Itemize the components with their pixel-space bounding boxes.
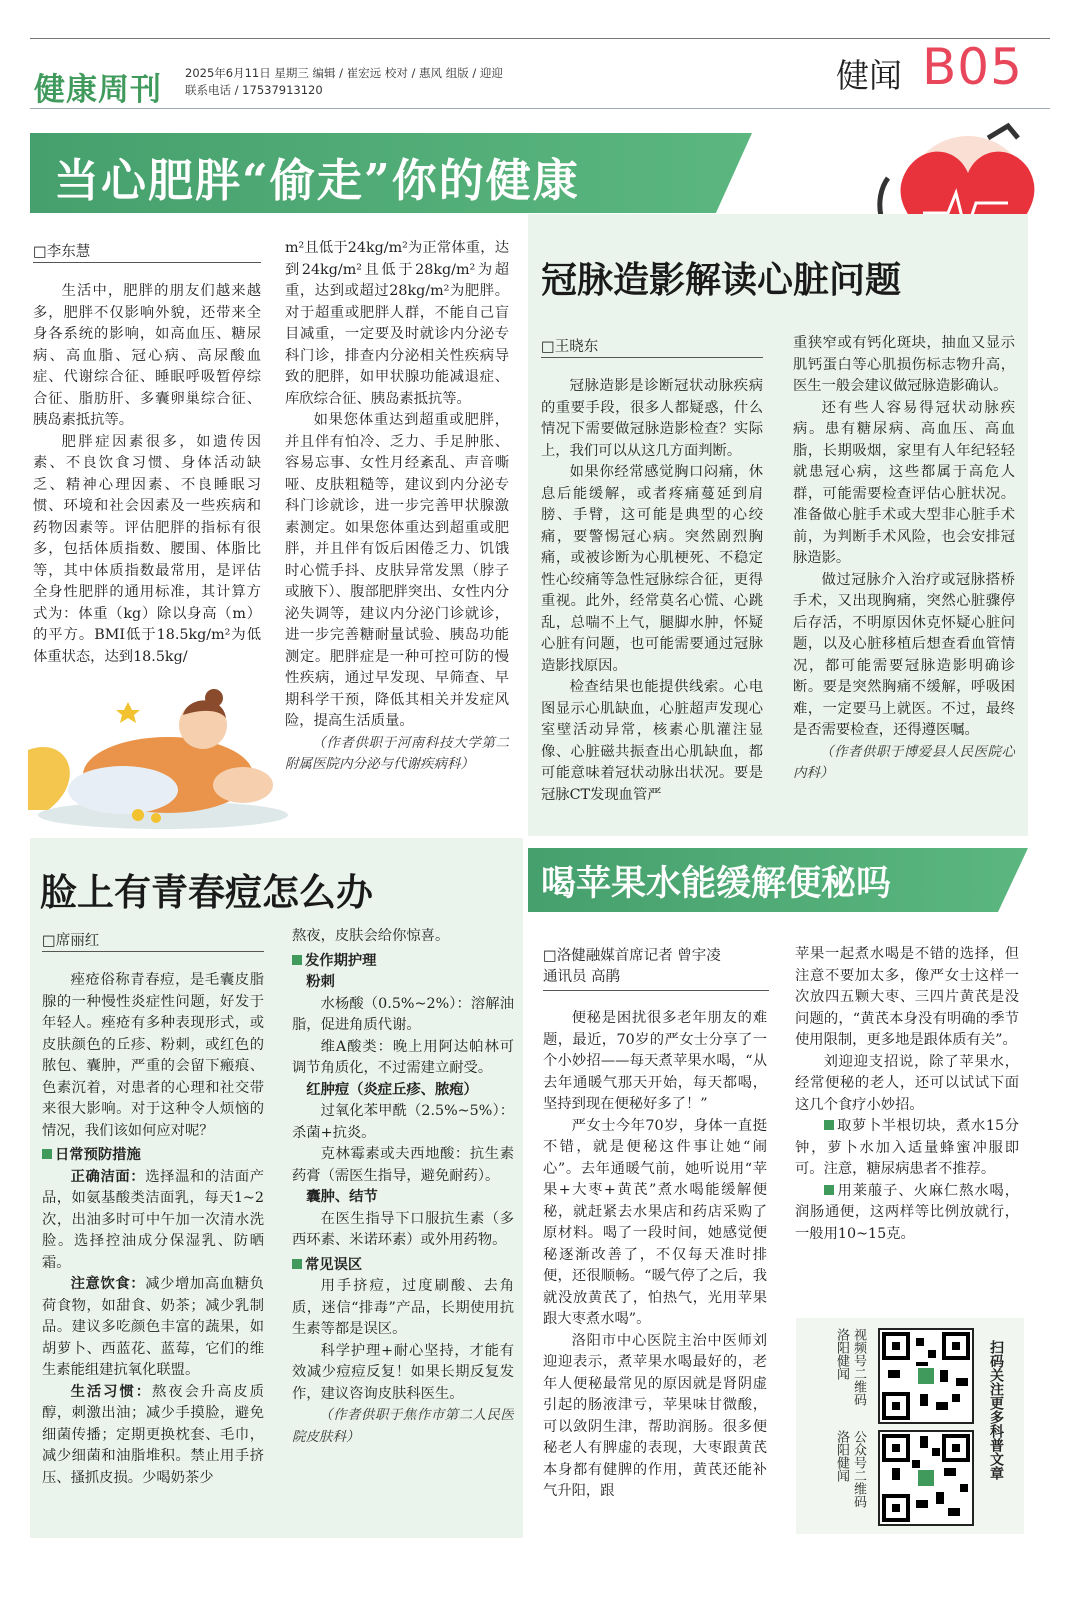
minor-subheading: 粉刺 [306, 974, 335, 990]
article4-byline-correspondent: 通讯员 高鹃 [543, 969, 621, 985]
square-bullet-icon [292, 1259, 302, 1269]
masthead-title: 健康周刊 [34, 72, 162, 108]
section-subheading [42, 1145, 264, 1167]
qr-video-label: 视频号二维码 [851, 1328, 866, 1406]
lead-label: 注意饮食： [70, 1276, 146, 1292]
lead-text: 熬夜会升高皮质醇，刺激出油；减少手摸脸，避免细菌传播；定期更换枕套、毛巾，减少细菌和油脂堆积。禁止用手挤压、搔抓皮损。少喝奶茶少 [42, 1383, 264, 1486]
article2-para: 冠脉造影是诊断冠状动脉疾病的重要手段，很多人都疑惑，什么情况下需要做冠脉造影检查？实际上，我们可以从这几方面判断。 [541, 378, 763, 459]
article2-author: （作者供职于博爱县人民医院心内科） [793, 743, 1015, 781]
paragraph: 苹果一起煮水喝是不错的选择，但注意不要加太多，像严女士这样一次放四五颗大枣、三四片黄芪是没问题的，“黄芪本身没有明确的季节使用限制，更多地是跟体质有关”。 [795, 946, 1019, 1048]
masthead-rule [30, 108, 1050, 109]
section-subheading-text: 常见误区 [305, 1256, 363, 1273]
article2-para: 重狭窄或有钙化斑块，抽血又显示肌钙蛋白等心肌损伤标志物升高，医生一般会建议做冠脉造影确认。 [793, 335, 1015, 394]
paragraph: 克林霉素或夫西地酸：抗生素药膏（需医生指导，避免耐药）。 [292, 1146, 514, 1184]
tip-paragraph [795, 1116, 1019, 1181]
article1-col1 [33, 281, 261, 671]
article1-para: 生活中，肥胖的朋友们越来越多，肥胖不仅影响外貌，还带来全身各系统的影响，如高血压、糖尿病、高血脂、冠心病、高尿酸血症、代谢综合征、睡眠呼吸暂停综合征、脂肪肝、多囊卵巢综合征、胰岛素抵抗等。 [33, 283, 261, 428]
paragraph: 水杨酸（0.5%~2%）：溶解油脂，促进角质代谢。 [292, 995, 514, 1033]
qr-call-to-action: 扫码关注更多科普文章 [988, 1340, 1004, 1480]
article4-col1 [543, 1008, 767, 1535]
qr-public-label: 公众号二维码 [851, 1430, 866, 1508]
lead-paragraph [42, 1274, 264, 1382]
lead-label: 生活习惯： [70, 1383, 153, 1400]
article1-author: （作者供职于河南科技大学第二附属医院内分泌与代谢疾病科） [285, 734, 509, 772]
qr-brand-2: 洛阳健闻 [834, 1430, 849, 1482]
article1-para: 如果您体重达到超重或肥胖，并且伴有怕冷、乏力、手足肿胀、容易忘事、女性月经紊乱、声音嘶哑、皮肤粗糙等，建议到内分泌专科门诊就诊，进一步完善甲状腺激素测定。如果您体重达到超重或肥胖，并且伴有饭后困倦乏力、饥饿时心慌手抖、皮肤异常发黑（脖子或腋下）、腹部肥胖突出、女性内分泌失调等，建议内分泌门诊就诊，进一步完善糖耐量试验、胰岛功能测定。肥胖症是一种可控可防的慢性疾病，通过早发现、早筛查、早期科学干预，降低其相关并发症风险，提高生活质量。 [285, 412, 509, 729]
minor-subheading: 囊肿、结节 [306, 1189, 378, 1205]
masthead-meta [185, 65, 503, 99]
paragraph: 痤疮俗称青春痘，是毛囊皮脂腺的一种慢性炎症性问题，好发于年轻人。痤疮有多种表现形式，或皮肤颜色的丘疹、粉刺，或红色的脓包、囊肿，严重的会留下瘢痕、色素沉着，对患者的心理和社交带来很大影响。对于这种令人烦恼的情况，我们该如何应对呢？ [42, 972, 264, 1139]
square-bullet-icon [292, 955, 302, 965]
page-number: B05 [922, 38, 1023, 96]
article2-col2 [793, 333, 1015, 831]
article4-para: 便秘是困扰很多老年朋友的难题，最近，70岁的严女士分享了一个小妙招——每天煮苹果水喝，“从去年通暖气那天开始，每天都喝，坚持到现在便秘好多了！” [543, 1010, 767, 1112]
square-bullet-icon [42, 1149, 52, 1159]
paragraph: 过氧化苯甲酰（2.5%~5%）：杀菌+抗炎。 [292, 1103, 514, 1141]
lead-text: 减少增加高血糖负荷食物，如甜食、奶茶；减少乳制品。建议多吃颜色丰富的蔬果，如胡萝卜、西蓝花、蓝莓，它们的维生素能组建抗氧化联盟。 [42, 1276, 264, 1378]
article4-byline [543, 946, 769, 988]
masthead-meta-line1: 2025年6月11日 星期三 编辑 / 崔宏远 校对 / 惠风 组版 / 迎迎 [185, 66, 503, 80]
public-account-qr-code[interactable] [878, 1430, 974, 1526]
article2-byline: □王晓东 [541, 339, 599, 355]
article2-para: 还有些人容易得冠状动脉疾病。患有糖尿病、高血压、高血脂，长期吸烟，家里有人年纪轻轻就患冠心病，这些都属于高危人群，可能需要检查评估心脏状况。准备做心脏手术或大型非心脏手术前，为判断手术风险，也会安排冠脉造影。 [793, 399, 1015, 566]
paragraph: 刘迎迎支招说，除了苹果水，经常便秘的老人，还可以试试下面这几个食疗小妙招。 [795, 1053, 1019, 1113]
lead-paragraph [42, 1382, 264, 1490]
article3-byline-rule [42, 951, 264, 952]
paragraph: 科学护理+耐心坚持，才能有效减少痘痘反复！如果长期反复发作，建议咨询皮肤科医生。 [292, 1342, 514, 1402]
article3-col2 [292, 926, 514, 1535]
qr-brand-1: 洛阳健闻 [834, 1328, 849, 1380]
lead-label: 正确洁面： [70, 1168, 146, 1185]
article2-para: 检查结果也能提供线索。心电图显示心肌缺血，心脏超声发现心室壁活动异常，核素心肌灌注显像、心脏磁共振查出心肌缺血，都可能意味着冠状动脉出状况。要是冠脉CT发现血管严 [541, 679, 763, 803]
paragraph: 在医生指导下口服抗生素（多西环素、米诺环素）或外用药物。 [292, 1210, 514, 1248]
top-rule [30, 38, 1050, 39]
tip-paragraph [795, 1181, 1019, 1246]
article4-col2 [795, 944, 1019, 1294]
article2-para: 如果你经常感觉胸口闷痛，休息后能缓解，或者疼痛蔓延到肩膀、手臂，这可能是典型的心绞痛，要警惕冠心病。突然剧烈胸痛，或被诊断为心肌梗死、不稳定性心绞痛等急性冠脉综合征，更得重视。此外，经常莫名心慌、心跳乱，总喘不上气，腿脚水肿，怀疑心脏有问题，也可能需要通过冠脉造影找原因。 [541, 464, 763, 674]
article1-byline: □李东慧 [33, 244, 91, 260]
author-note: （作者供职于焦作市第二人民医院皮肤科） [292, 1407, 514, 1445]
lead-paragraph [42, 1167, 264, 1275]
section-subheading [292, 1255, 514, 1277]
minor-subheading: 红肿痘（炎症丘疹、脓疱） [306, 1081, 478, 1098]
section-subheading-text: 发作期护理 [305, 952, 377, 969]
paragraph: 维A酸类：晚上用阿达帕林可调节角质化，不过需建立耐受。 [292, 1038, 514, 1076]
tip-text: 取萝卜半根切块，煮水15分钟，萝卜水加入适量蜂蜜冲服即可。注意，糖尿病患者不推荐。 [795, 1118, 1019, 1177]
section-name: 健闻 [836, 56, 902, 95]
article4-byline-reporter: □洛健融媒首席记者 曾宇凌 [543, 948, 721, 964]
tip-text: 用莱菔子、火麻仁熬水喝，润肠通便，这两样等比例放就行，一般用10~15克。 [795, 1182, 1019, 1242]
article4-headline: 喝苹果水能缓解便秘吗 [541, 863, 892, 904]
article1-col2 [285, 238, 509, 798]
article2-headline: 冠脉造影解读心脏问题 [541, 259, 902, 301]
square-bullet-icon [824, 1185, 834, 1195]
article1-byline-rule [33, 262, 261, 263]
section-subheading [292, 951, 514, 973]
qr-pattern-icon [880, 1330, 972, 1422]
article1-para: m²且低于24kg/m²为正常体重，达到24kg/m²且低于28kg/m²为超重，达到或超过28kg/m²为肥胖。对于超重或肥胖人群，不能自己盲目减重，一定要及时就诊内分泌专科门诊，排查内分泌相关性疾病导致的肥胖，如甲状腺功能减退症、库欣综合征、胰岛素抵抗等。 [285, 240, 509, 407]
article3-headline: 脸上有青春痘怎么办 [40, 870, 373, 914]
article1-para: 肥胖症因素很多，如遗传因素、不良饮食习惯、身体活动缺乏、精神心理因素、不良睡眠习惯、环境和社会因素及一些疾病和药物因素等。评估肥胖的指标有很多，包括体质指数、腰围、体脂比等，其中体质指数最常用，是评估全身性肥胖的通用标准，其计算方式为：体重（kg）除以身高（m）的平方。BMI低于18.5kg/m²为低体重状态，达到18.5kg/ [33, 433, 261, 665]
article4-byline-rule [543, 990, 769, 991]
article4-para: 严女士今年70岁，身体一直挺不错，就是便秘这件事让她“闹心”。去年通暖气前，她听说用“苹果+大枣+黄芪”煮水喝能缓解便秘，就赶紧去水果店和药店采购了原材料。喝了一段时间，她感觉便秘逐渐改善了，不仅每天准时排便，还很顺畅。“暖气停了之后，我就没放黄芪了，怕热气，光用苹果跟大枣煮水喝”。 [543, 1117, 767, 1327]
lead-text: 选择温和的洁面产品，如氨基酸类洁面乳，每天1~2次，出油多时可中午加一次清水洗脸。选择控油成分保湿乳、防晒霜。 [42, 1168, 264, 1271]
paragraph: 用手挤痘，过度刷酸、去角质，迷信“排毒”产品，长期使用抗生素等都是误区。 [292, 1278, 514, 1337]
article3-col1 [42, 970, 264, 1535]
article2-byline-rule [541, 357, 763, 358]
qr-pattern-icon [880, 1432, 972, 1524]
article2-para: 做过冠脉介入治疗或冠脉搭桥手术，又出现胸痛，突然心脏骤停后存活，不明原因休克怀疑心脏问题，以及心脏移植后想查看血管情况，都可能需要冠脉造影明确诊断。要是突然胸痛不缓解，呼吸困难，一定要马上就医。不过，最终是否需要检查，还得遵医嘱。 [793, 571, 1015, 738]
paragraph: 熬夜，皮肤会给你惊喜。 [292, 928, 450, 944]
video-qr-code[interactable] [878, 1328, 974, 1424]
masthead-meta-line2: 联系电话 / 17537913120 [185, 83, 323, 97]
article1-headline: 当心肥胖“偷走”你的健康 [54, 154, 580, 207]
woman-exercise-illustration [28, 680, 298, 830]
section-subheading-text: 日常预防措施 [55, 1147, 141, 1163]
article2-col1 [541, 376, 763, 831]
article4-para: 洛阳市中心医院主治中医师刘迎迎表示，煮苹果水喝最好的，老年人便秘最常见的原因就是肾阴虚引起的肠液津亏，苹果味甘微酸，可以敛阴生津，帮助润肠。很多便秘老人有脾虚的表现，大枣跟黄芪本身都有健脾的作用，黄芪还能补气升阳，跟 [543, 1332, 767, 1499]
square-bullet-icon [824, 1120, 834, 1130]
article3-byline: □席丽红 [42, 933, 100, 949]
